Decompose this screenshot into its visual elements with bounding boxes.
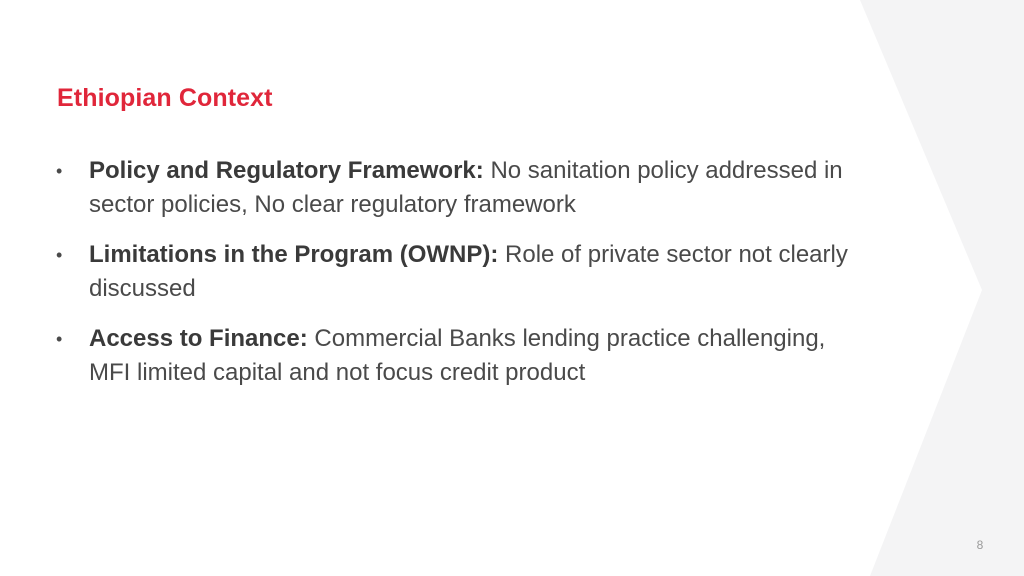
bullet-text: Role of private sector not clearly discussed: [89, 241, 848, 302]
bullet-heading: Access to Finance:: [89, 325, 308, 352]
bullet-dot-icon: •: [56, 161, 63, 181]
bullet-item-finance: [56, 322, 856, 390]
bullet-item-policy: [56, 154, 856, 222]
bullet-heading: Limitations in the Program (OWNP):: [89, 241, 499, 268]
chevron-shape: [860, 0, 1024, 576]
bullet-list: [56, 154, 856, 406]
page-number: 8: [976, 538, 984, 552]
bullet-heading: Policy and Regulatory Framework:: [89, 157, 484, 184]
bullet-dot-icon: •: [56, 245, 63, 265]
slide-title: Ethiopian Context: [57, 84, 273, 112]
bullet-text: No sanitation policy addressed in sector policies, No clear regulatory framework: [89, 157, 843, 218]
bullet-text: Commercial Banks lending practice challenging, MFI limited capital and not focus credit product: [89, 325, 826, 386]
bullet-item-limitations: [56, 238, 856, 306]
bullet-dot-icon: •: [56, 329, 63, 349]
